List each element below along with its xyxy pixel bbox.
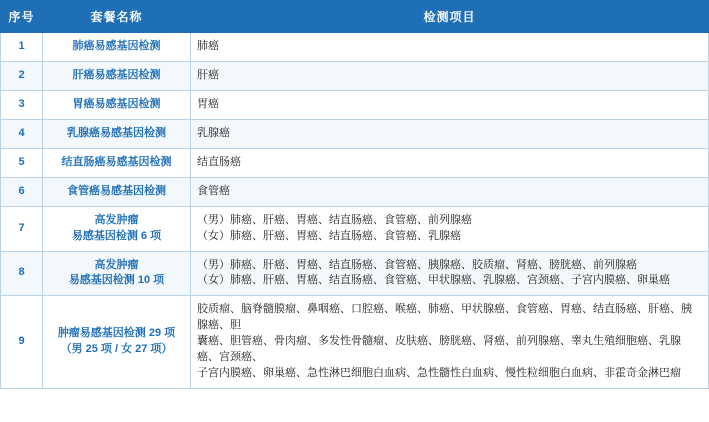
row-number: 6 xyxy=(1,177,43,206)
row-package-name xyxy=(43,119,191,148)
table-row xyxy=(1,33,709,62)
table-row xyxy=(1,251,709,296)
row-test-items xyxy=(191,33,709,62)
row-package-name xyxy=(43,251,191,296)
package-name-line: 肺癌易感基因检测 xyxy=(72,40,161,52)
header-cell-name: 套餐名称 xyxy=(43,1,191,33)
table-row xyxy=(1,119,709,148)
row-package-name xyxy=(43,33,191,62)
row-test-items xyxy=(191,148,709,177)
test-item-line: 乳腺癌 xyxy=(197,126,230,139)
table-body xyxy=(1,33,709,389)
package-name-line: 易感基因检测 10 项 xyxy=(68,274,165,287)
row-number: 4 xyxy=(1,119,43,148)
row-number: 7 xyxy=(1,206,43,251)
table-row xyxy=(1,296,709,389)
package-name-line: （男 25 项 / 女 27 项） xyxy=(60,343,173,356)
table-row xyxy=(1,206,709,251)
package-name-line: 肿瘤易感基因检测 29 项 xyxy=(57,327,176,340)
table-row xyxy=(1,90,709,119)
test-item-line: 食管癌 xyxy=(197,184,230,197)
test-item-line: 子宫内膜癌、卵巢癌、急性淋巴细胞白血病、急性髓性白血病、慢性粒细胞白血病、非霍奇金淋巴瘤 xyxy=(197,367,681,380)
test-item-line: 肝癌 xyxy=(197,68,219,81)
package-name-line: 乳腺癌易感基因检测 xyxy=(67,126,166,139)
package-name-line: 结直肠癌易感基因检测 xyxy=(61,155,172,168)
row-test-items xyxy=(191,177,709,206)
table-header-row xyxy=(1,1,709,33)
package-name-line: 食管癌易感基因检测 xyxy=(67,184,166,197)
test-item-line: （女）肺癌、肝癌、胃癌、结直肠癌、食管癌、乳腺癌 xyxy=(197,229,461,242)
package-name-line: 易感基因检测 6 项 xyxy=(71,229,162,242)
row-test-items xyxy=(191,206,709,251)
package-name-line: 胃癌易感基因检测 xyxy=(72,97,161,110)
header-cell-items: 检测项目 xyxy=(191,1,709,33)
row-package-name xyxy=(43,296,191,389)
table-header xyxy=(1,1,709,33)
row-package-name xyxy=(43,148,191,177)
row-test-items xyxy=(191,61,709,90)
test-item-line: （男）肺癌、肝癌、胃癌、结直肠癌、食管癌、胰腺癌、胶质瘤、肾癌、膀胱癌、前列腺癌 xyxy=(197,258,637,271)
table-row xyxy=(1,177,709,206)
row-package-name xyxy=(43,206,191,251)
row-package-name xyxy=(43,177,191,206)
row-test-items xyxy=(191,296,709,389)
row-number: 8 xyxy=(1,251,43,296)
test-item-line: 肺癌 xyxy=(197,40,219,52)
package-name-line: 高发肿瘤 xyxy=(94,258,139,271)
row-number: 2 xyxy=(1,61,43,90)
row-test-items xyxy=(191,251,709,296)
test-item-line: 囊癌、胆管癌、骨肉瘤、多发性骨髓瘤、皮肤癌、膀胱癌、肾癌、前列腺癌、睾丸生殖细胞癌、乳腺癌、宫颈癌、 xyxy=(197,335,681,364)
test-item-line: 胶质瘤、脑脊髓膜瘤、鼻咽癌、口腔癌、喉癌、肺癌、甲状腺癌、食管癌、胃癌、结直肠癌、肝癌、胰腺癌、胆 xyxy=(197,303,692,332)
package-name-line: 高发肿瘤 xyxy=(94,213,139,226)
row-package-name xyxy=(43,61,191,90)
test-item-line: 胃癌 xyxy=(197,97,219,110)
row-test-items xyxy=(191,90,709,119)
table-row xyxy=(1,61,709,90)
row-number: 9 xyxy=(1,296,43,389)
row-number: 1 xyxy=(1,33,43,62)
row-number: 3 xyxy=(1,90,43,119)
table-row xyxy=(1,148,709,177)
row-package-name xyxy=(43,90,191,119)
package-name-line: 肝癌易感基因检测 xyxy=(72,68,161,81)
test-item-line: 结直肠癌 xyxy=(197,155,241,168)
row-number: 5 xyxy=(1,148,43,177)
test-item-line: （男）肺癌、肝癌、胃癌、结直肠癌、食管癌、前列腺癌 xyxy=(197,213,472,226)
test-item-line: （女）肺癌、肝癌、胃癌、结直肠癌、食管癌、甲状腺癌、乳腺癌、宫颈癌、子宫内膜癌、卵巢癌 xyxy=(197,274,670,287)
header-cell-no: 序号 xyxy=(1,1,43,33)
row-test-items xyxy=(191,119,709,148)
